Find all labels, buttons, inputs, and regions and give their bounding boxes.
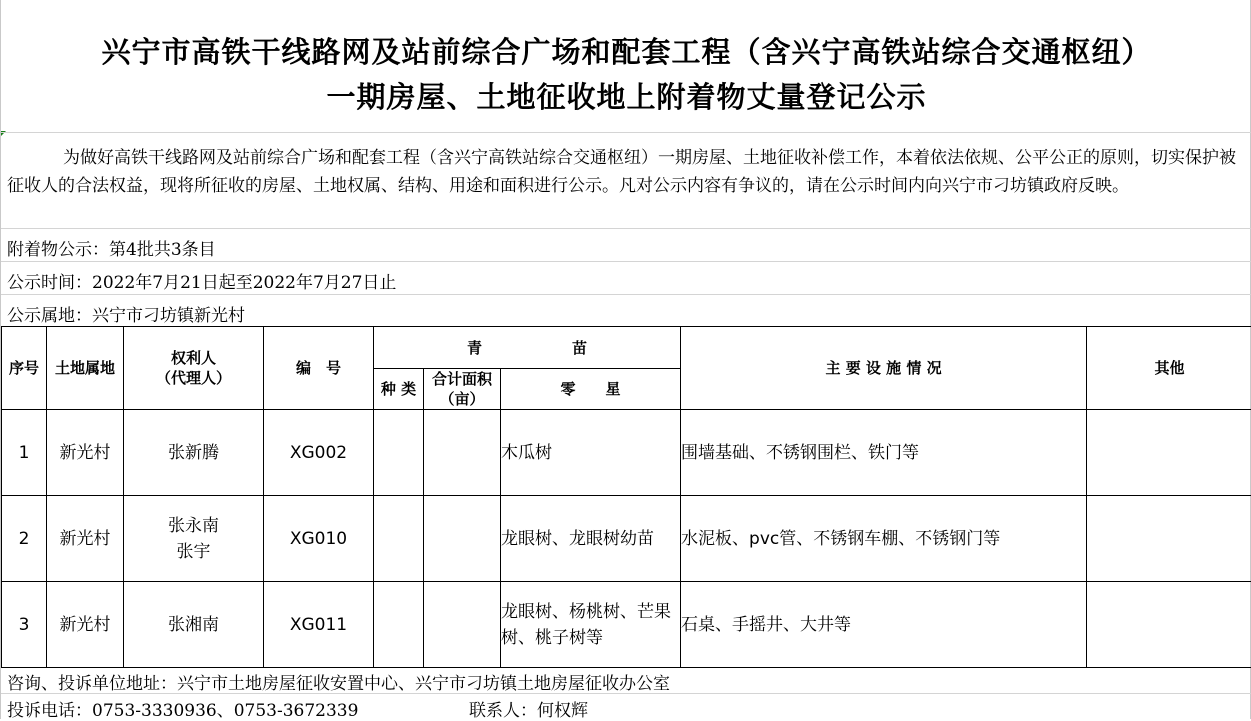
divider (1, 294, 1251, 295)
title-line-2: 一期房屋、土地征收地上附着物丈量登记公示 (1, 75, 1251, 116)
cell-crop-type (374, 410, 424, 496)
cell-owner: 张新腾 (124, 410, 264, 496)
cell-crop-type (374, 496, 424, 582)
cell-scattered: 龙眼树、杨桃树、芒果树、桃子树等 (501, 582, 681, 668)
cell-facilities: 围墙基础、不锈钢围栏、铁门等 (681, 410, 1087, 496)
cell-seq: 1 (2, 410, 47, 496)
cell-owner-line1: 张永南 (124, 513, 263, 539)
contact-person: 联系人：何权辉 (469, 696, 588, 721)
header-row (2, 327, 1251, 369)
header-seq: 序号 (2, 327, 47, 410)
cell-other (1087, 410, 1251, 496)
complaint-address: 咨询、投诉单位地址：兴宁市土地房屋征收安置中心、兴宁市刁坊镇土地房屋征收办公室 (7, 669, 670, 694)
complaint-phone: 投诉电话：0753-3330936、0753-3672339 (7, 696, 358, 721)
attachment-table (1, 326, 1251, 668)
cell-owner (124, 496, 264, 582)
cell-owner-line2: 张宇 (124, 539, 263, 565)
cell-land: 新光村 (47, 410, 124, 496)
header-area-line2: （亩） (424, 389, 500, 409)
cell-land: 新光村 (47, 582, 124, 668)
header-area-line1: 合计面积 (424, 369, 500, 389)
title-line-1: 兴宁市高铁干线路网及站前综合广场和配套工程（含兴宁高铁站综合交通枢纽） (1, 30, 1251, 71)
cell-crop-type (374, 582, 424, 668)
cell-code: XG002 (264, 410, 374, 496)
cell-area (424, 410, 501, 496)
cell-area (424, 496, 501, 582)
cell-facilities: 水泥板、pvc管、不锈钢车棚、不锈钢门等 (681, 496, 1087, 582)
header-land: 土地属地 (47, 327, 124, 410)
header-owner (124, 327, 264, 410)
header-code: 编 号 (264, 327, 374, 410)
header-owner-line1: 权利人 (124, 348, 263, 368)
header-area (424, 369, 501, 410)
table-row (2, 496, 1251, 582)
period-info: 公示时间：2022年7月21日起至2022年7月27日止 (7, 268, 396, 293)
cell-other (1087, 496, 1251, 582)
cell-other (1087, 582, 1251, 668)
header-scattered: 零 星 (501, 369, 681, 410)
cell-owner: 张湘南 (124, 582, 264, 668)
header-facilities: 主 要 设 施 情 况 (681, 327, 1087, 410)
divider (1, 261, 1251, 262)
table-row (2, 582, 1251, 668)
location-info: 公示属地：兴宁市刁坊镇新光村 (7, 301, 245, 326)
batch-info: 附着物公示：第4批共3条目 (7, 235, 216, 260)
divider (1, 693, 1251, 694)
header-crops: 青 苗 (374, 327, 681, 369)
table-row (2, 410, 1251, 496)
cell-code: XG010 (264, 496, 374, 582)
cell-seq: 3 (2, 582, 47, 668)
cell-scattered: 木瓜树 (501, 410, 681, 496)
cell-scattered: 龙眼树、龙眼树幼苗 (501, 496, 681, 582)
header-owner-line2: （代理人） (124, 368, 263, 388)
cell-seq: 2 (2, 496, 47, 582)
header-other: 其他 (1087, 327, 1251, 410)
header-crop-type: 种 类 (374, 369, 424, 410)
cell-code: XG011 (264, 582, 374, 668)
cell-land: 新光村 (47, 496, 124, 582)
divider (1, 228, 1251, 229)
cell-area (424, 582, 501, 668)
intro-paragraph: 为做好高铁干线路网及站前综合广场和配套工程（含兴宁高铁站综合交通枢纽）一期房屋、土地征收补偿工作，本着依法依规、公平公正的原则，切实保护被征收人的合法权益，现将所征收的房屋、土地权属、结构、用途和面积进行公示。凡对公示内容有争议的，请在公示时间内向兴宁市刁坊镇政府反映。 (7, 144, 1247, 200)
divider (1, 132, 1251, 133)
cell-facilities: 石桌、手摇井、大井等 (681, 582, 1087, 668)
